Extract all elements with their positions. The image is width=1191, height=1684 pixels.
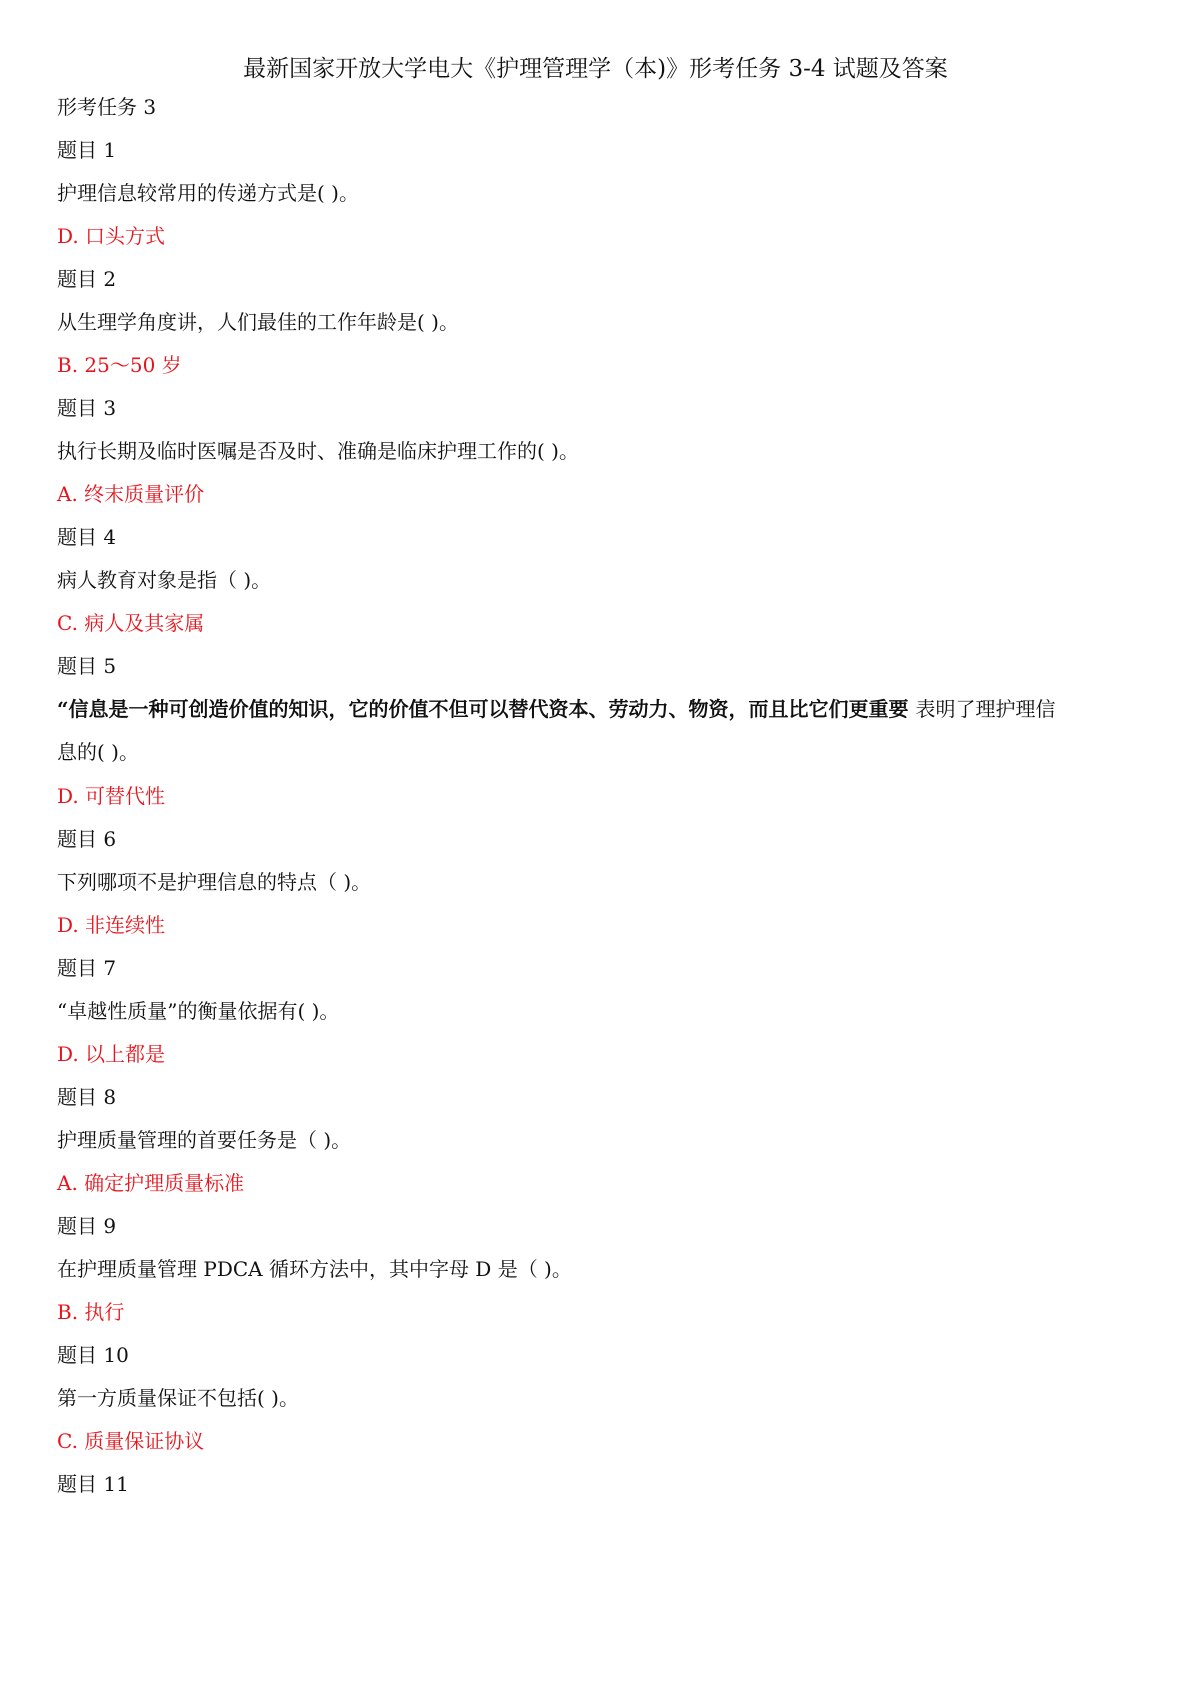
answer-text: A. 确定护理质量标准 <box>57 1171 245 1195</box>
answer-text: A. 终末质量评价 <box>57 482 205 506</box>
question-label: 题目 2 <box>57 267 117 291</box>
question-text: “卓越性质量”的衡量依据有( )。 <box>57 999 340 1023</box>
question-label: 题目 1 <box>57 138 117 162</box>
question-text: 护理质量管理的首要任务是（ )。 <box>57 1128 352 1152</box>
answer-text: D. 非连续性 <box>57 913 166 937</box>
answer-text: D. 以上都是 <box>57 1042 166 1066</box>
answer-text: C. 病人及其家属 <box>57 611 205 635</box>
question-text: 从生理学角度讲，人们最佳的工作年龄是( )。 <box>57 310 459 334</box>
question-label: 题目 4 <box>57 525 117 549</box>
question-text-line2: 息的( )。 <box>57 740 139 764</box>
question-text: 执行长期及临时医嘱是否及时、准确是临床护理工作的( )。 <box>57 439 579 463</box>
question-label: 题目 6 <box>57 827 117 851</box>
answer-text: D. 口头方式 <box>57 224 166 248</box>
question-label: 题目 8 <box>57 1085 117 1109</box>
answer-text: B. 执行 <box>57 1300 125 1324</box>
answer-text: D. 可替代性 <box>57 784 166 808</box>
question-text-continuation: 表明了理护理信 <box>915 697 1056 721</box>
question-label: 题目 5 <box>57 654 117 678</box>
question-label: 题目 7 <box>57 956 117 980</box>
answer-text: B. 25～50 岁 <box>57 353 182 377</box>
question-text: 第一方质量保证不包括( )。 <box>57 1386 299 1410</box>
question-label: 题目 9 <box>57 1214 117 1238</box>
question-text: 在护理质量管理 PDCA 循环方法中，其中字母 D 是（ )。 <box>57 1257 572 1281</box>
question-label: 题目 11 <box>57 1472 129 1496</box>
section-heading: 形考任务 3 <box>57 95 157 119</box>
question-text: 下列哪项不是护理信息的特点（ )。 <box>57 870 372 894</box>
question-label: 题目 10 <box>57 1343 129 1367</box>
document-title: 最新国家开放大学电大《护理管理学（本)》形考任务 3-4 试题及答案 <box>243 56 948 82</box>
question-label: 题目 3 <box>57 396 117 420</box>
question-text: 护理信息较常用的传递方式是( )。 <box>57 181 359 205</box>
question-text <box>57 695 1055 723</box>
answer-text: C. 质量保证协议 <box>57 1429 205 1453</box>
question-text-emphasis: “信息是一种可创造价值的知识，它的价值不但可以替代资本、劳动力、物资，而且比它们更重要 <box>57 697 916 721</box>
question-text: 病人教育对象是指（ )。 <box>57 568 272 592</box>
